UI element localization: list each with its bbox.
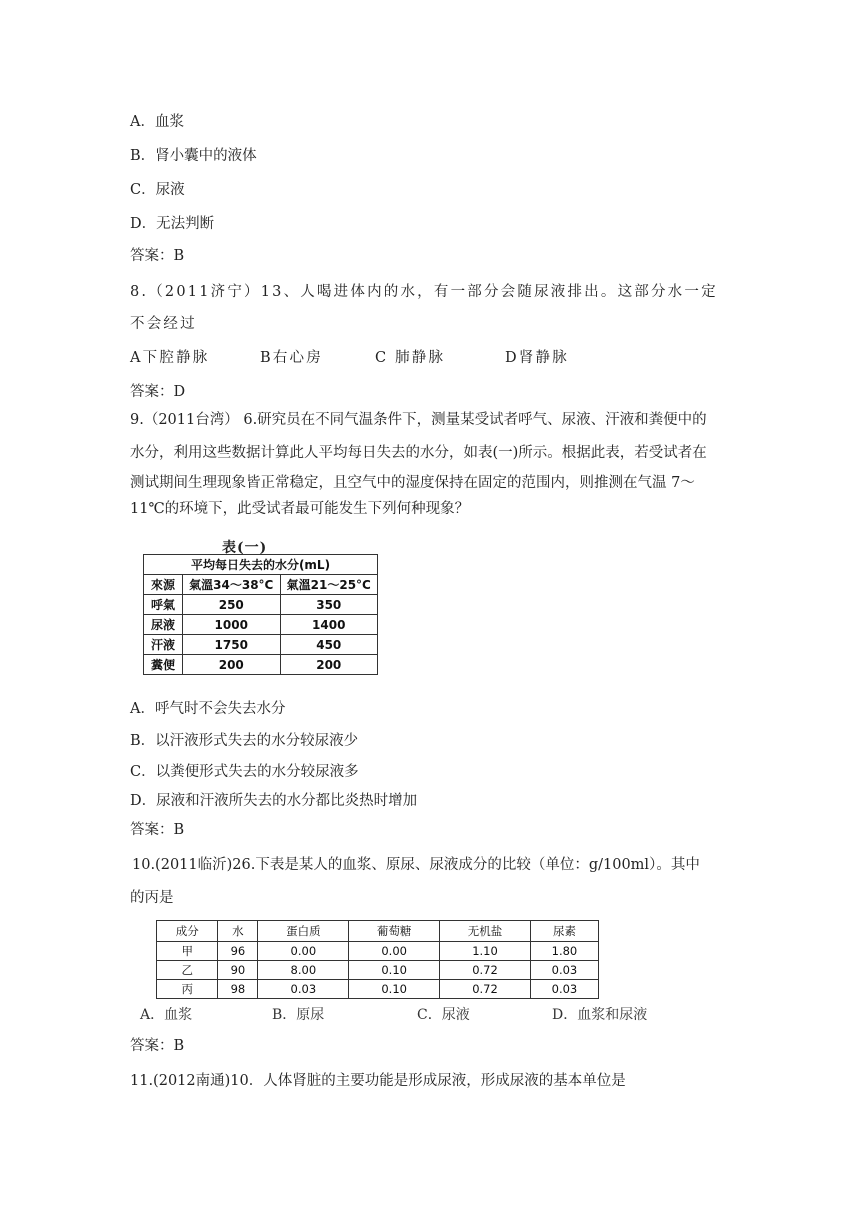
q8-option-a: A下腔静脉 bbox=[130, 350, 210, 366]
table2-header: 蛋白质 bbox=[258, 921, 349, 942]
table1-header-source: 來源 bbox=[144, 575, 183, 595]
table-row bbox=[144, 655, 378, 675]
q9-stem-line4: 11℃的环境下，此受试者最可能发生下列何种现象？ bbox=[130, 501, 470, 517]
q8-answer: 答案：D bbox=[130, 384, 186, 400]
table1-title: 平均每日失去的水分(mL) bbox=[144, 555, 378, 575]
q10-option-d: D．血浆和尿液 bbox=[552, 1007, 648, 1023]
q8-option-b: B右心房 bbox=[260, 350, 323, 366]
q10-stem-line2: 的丙是 bbox=[130, 890, 174, 906]
table2-header: 葡萄糖 bbox=[349, 921, 440, 942]
q8-stem-line2: 不会经过 bbox=[130, 316, 197, 332]
table-row bbox=[157, 980, 599, 999]
blood-urine-table bbox=[156, 920, 599, 999]
table-cell: 450 bbox=[280, 635, 378, 655]
table-cell: 8.00 bbox=[258, 961, 349, 980]
table2-header: 水 bbox=[218, 921, 258, 942]
table1-title-row bbox=[144, 555, 378, 575]
table-cell: 350 bbox=[280, 595, 378, 615]
table2-header-row bbox=[157, 921, 599, 942]
table-cell: 1750 bbox=[183, 635, 281, 655]
table-cell: 1400 bbox=[280, 615, 378, 635]
table-cell: 汗液 bbox=[144, 635, 183, 655]
q9-answer: 答案：B bbox=[130, 822, 185, 838]
table-cell: 甲 bbox=[157, 942, 218, 961]
q11-stem-line1: 11.(2012南通)10．人体肾脏的主要功能是形成尿液，形成尿液的基本单位是 bbox=[130, 1073, 626, 1089]
table-cell: 丙 bbox=[157, 980, 218, 999]
q8-option-d: D肾静脉 bbox=[505, 350, 569, 366]
table1-header-row bbox=[144, 575, 378, 595]
q8-stem-line1: 8.（2011济宁）13、人喝进体内的水，有一部分会随尿液排出。这部分水一定 bbox=[130, 284, 718, 300]
q7-option-a: A．血浆 bbox=[130, 114, 184, 130]
table2-header: 尿素 bbox=[530, 921, 598, 942]
table-row bbox=[157, 961, 599, 980]
table-cell: 1.10 bbox=[440, 942, 531, 961]
table-cell: 0.00 bbox=[258, 942, 349, 961]
table-cell: 1.80 bbox=[530, 942, 598, 961]
table-row bbox=[157, 942, 599, 961]
table-cell: 0.10 bbox=[349, 961, 440, 980]
water-loss-table bbox=[143, 554, 378, 675]
table-row bbox=[144, 635, 378, 655]
table-cell: 糞便 bbox=[144, 655, 183, 675]
table-cell: 0.03 bbox=[530, 961, 598, 980]
table-cell: 0.72 bbox=[440, 980, 531, 999]
table-row bbox=[144, 615, 378, 635]
table-cell: 0.00 bbox=[349, 942, 440, 961]
table-cell: 200 bbox=[183, 655, 281, 675]
q9-stem-line2: 水分，利用这些数据计算此人平均每日失去的水分，如表(一)所示。根据此表，若受试者在 bbox=[130, 445, 707, 461]
q8-option-c: C 肺静脉 bbox=[375, 350, 446, 366]
table-cell: 0.03 bbox=[530, 980, 598, 999]
table1-caption: 表(一) bbox=[222, 540, 268, 556]
table-cell: 0.72 bbox=[440, 961, 531, 980]
table-cell: 200 bbox=[280, 655, 378, 675]
q9-option-c: C．以粪便形式失去的水分较尿液多 bbox=[130, 764, 359, 780]
q9-stem-line1: 9.（2011台湾） 6.研究员在不同气温条件下，测量某受试者呼气、尿液、汗液和粪便中的 bbox=[130, 412, 707, 428]
q9-option-d: D．尿液和汗液所失去的水分都比炎热时增加 bbox=[130, 793, 418, 809]
q9-option-a: A．呼气时不会失去水分 bbox=[130, 701, 286, 717]
table-row bbox=[144, 595, 378, 615]
table2-header: 无机盐 bbox=[440, 921, 531, 942]
table-cell: 250 bbox=[183, 595, 281, 615]
q10-answer: 答案：B bbox=[130, 1038, 185, 1054]
q7-option-b: B．肾小囊中的液体 bbox=[130, 148, 257, 164]
table-cell: 呼氣 bbox=[144, 595, 183, 615]
q9-stem-line3: 测试期间生理现象皆正常稳定，且空气中的湿度保持在固定的范围内，则推测在气温 7～ bbox=[130, 475, 695, 491]
table-cell: 90 bbox=[218, 961, 258, 980]
table1-header-mild: 氣溫21～25°C bbox=[280, 575, 378, 595]
table-cell: 0.10 bbox=[349, 980, 440, 999]
table-cell: 乙 bbox=[157, 961, 218, 980]
table-cell: 1000 bbox=[183, 615, 281, 635]
q10-option-a: A．血浆 bbox=[140, 1007, 193, 1023]
table1-header-hot: 氣溫34～38°C bbox=[183, 575, 281, 595]
q7-option-d: D．无法判断 bbox=[130, 216, 215, 232]
q7-option-c: C．尿液 bbox=[130, 182, 185, 198]
q10-stem-line1: 10.(2011临沂)26.下表是某人的血浆、原尿、尿液成分的比较（单位：g/100ml）。其中 bbox=[132, 857, 700, 873]
q10-option-b: B．原尿 bbox=[272, 1007, 325, 1023]
table2-header: 成分 bbox=[157, 921, 218, 942]
table-cell: 0.03 bbox=[258, 980, 349, 999]
table-cell: 96 bbox=[218, 942, 258, 961]
q8-options bbox=[130, 348, 569, 368]
q9-option-b: B．以汗液形式失去的水分较尿液少 bbox=[130, 733, 359, 749]
q7-answer: 答案：B bbox=[130, 248, 185, 264]
table-cell: 尿液 bbox=[144, 615, 183, 635]
q10-option-c: C．尿液 bbox=[417, 1007, 470, 1023]
table-cell: 98 bbox=[218, 980, 258, 999]
